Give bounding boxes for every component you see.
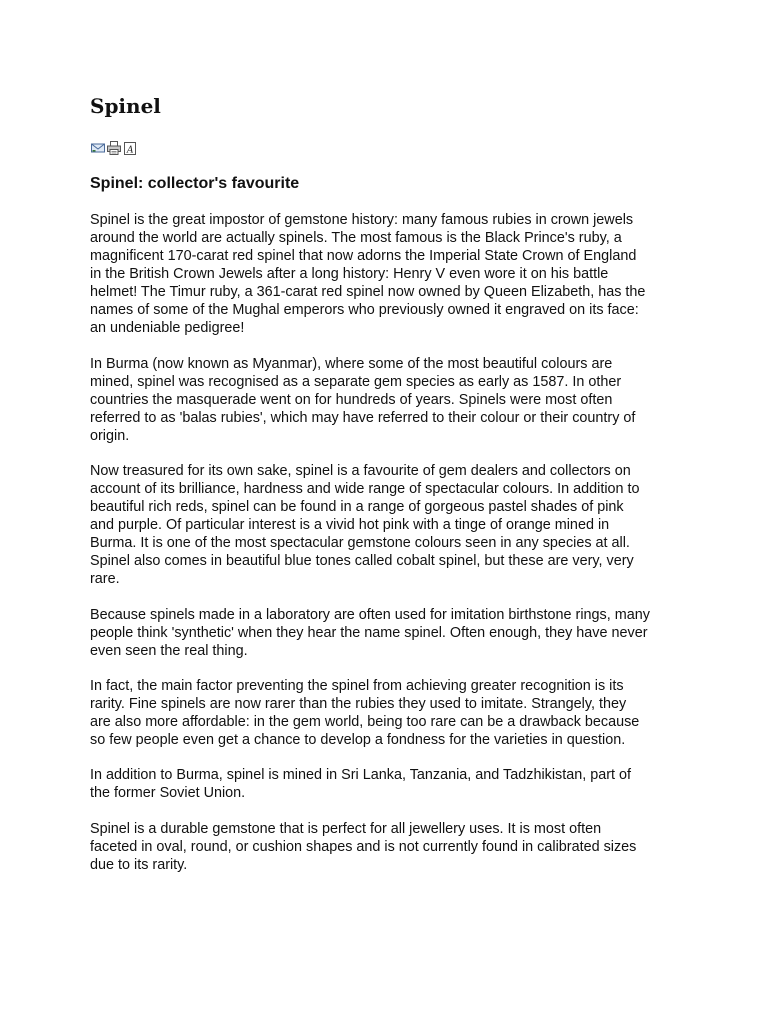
text-line: Spinel also comes in beautiful blue tones called cobalt spinel, but these are very, very (90, 553, 634, 569)
page-title: Spinel (90, 94, 161, 118)
text-line: Spinel is a durable gemstone that is perfect for all jewellery uses. It is most often (90, 821, 602, 837)
article-toolbar (91, 140, 137, 156)
font-size-icon[interactable] (123, 141, 137, 155)
text-line: beautiful rich reds, spinel can be found in a range of gorgeous pastel shades of pink (90, 499, 624, 515)
paragraph (90, 355, 682, 445)
text-line: rare. (90, 571, 120, 587)
text-line: Burma. It is one of the most spectacular gemstone colours seen in any species at all. (90, 535, 630, 551)
article-subtitle: Spinel: collector's favourite (90, 175, 300, 192)
paragraph (90, 820, 682, 874)
text-line: Spinel is the great impostor of gemstone history: many famous rubies in crown jewels (90, 212, 634, 228)
text-line: so few people even get a chance to develop a fondness for the varieties in question. (90, 732, 626, 748)
text-line: are also more affordable: in the gem world, being too rare can be a drawback because (90, 714, 640, 730)
text-line: In Burma (now known as Myanmar), where some of the most beautiful colours are (90, 356, 613, 372)
email-icon[interactable] (91, 141, 105, 155)
text-line: the former Soviet Union. (90, 785, 246, 801)
font-icon-letter: A (127, 145, 134, 155)
text-line: magnificent 170-carat red spinel that now adorns the Imperial State Crown of England (90, 248, 637, 264)
text-line: In addition to Burma, spinel is mined in Sri Lanka, Tanzania, and Tadzhikistan, part of (90, 767, 632, 783)
paragraph (90, 766, 682, 802)
text-line: Because spinels made in a laboratory are often used for imitation birthstone rings, many (90, 607, 650, 623)
text-line: an undeniable pedigree! (90, 320, 245, 336)
paragraph (90, 211, 682, 337)
text-line: faceted in oval, round, or cushion shapes and is not currently found in calibrated sizes (90, 839, 637, 855)
text-line: in the British Crown Jewels after a long history: Henry V even wore it on his battle (90, 266, 609, 282)
text-line: In fact, the main factor preventing the spinel from achieving greater recognition is its (90, 678, 624, 694)
text-line: people think 'synthetic' when they hear the name spinel. Often enough, they have never (90, 625, 648, 641)
print-icon[interactable] (107, 141, 121, 155)
text-line: Now treasured for its own sake, spinel is a favourite of gem dealers and collectors on (90, 463, 631, 479)
text-line: due to its rarity. (90, 857, 188, 873)
text-line: countries the masquerade went on for hundreds of years. Spinels were most often (90, 392, 613, 408)
text-line: referred to as 'balas rubies', which may have referred to their colour or their country of (90, 410, 636, 426)
text-line: and purple. Of particular interest is a vivid hot pink with a tinge of orange mined in (90, 517, 610, 533)
text-line: origin. (90, 428, 130, 444)
paragraph (90, 677, 682, 749)
paragraph (90, 606, 682, 660)
text-line: helmet! The Timur ruby, a 361-carat red spinel now owned by Queen Elizabeth, has the (90, 284, 646, 300)
text-line: account of its brilliance, hardness and wide range of spectacular colours. In addition to (90, 481, 640, 497)
text-line: names of some of the Mughal emperors who previously owned it engraved on its face: (90, 302, 639, 318)
paragraph (90, 462, 682, 588)
text-line: around the world are actually spinels. The most famous is the Black Prince's ruby, a (90, 230, 622, 246)
text-line: mined, spinel was recognised as a separate gem species as early as 1587. In other (90, 374, 622, 390)
text-line: even seen the real thing. (90, 643, 248, 659)
text-line: rarity. Fine spinels are now rarer than the rubies they used to imitate. Strangely, they (90, 696, 627, 712)
